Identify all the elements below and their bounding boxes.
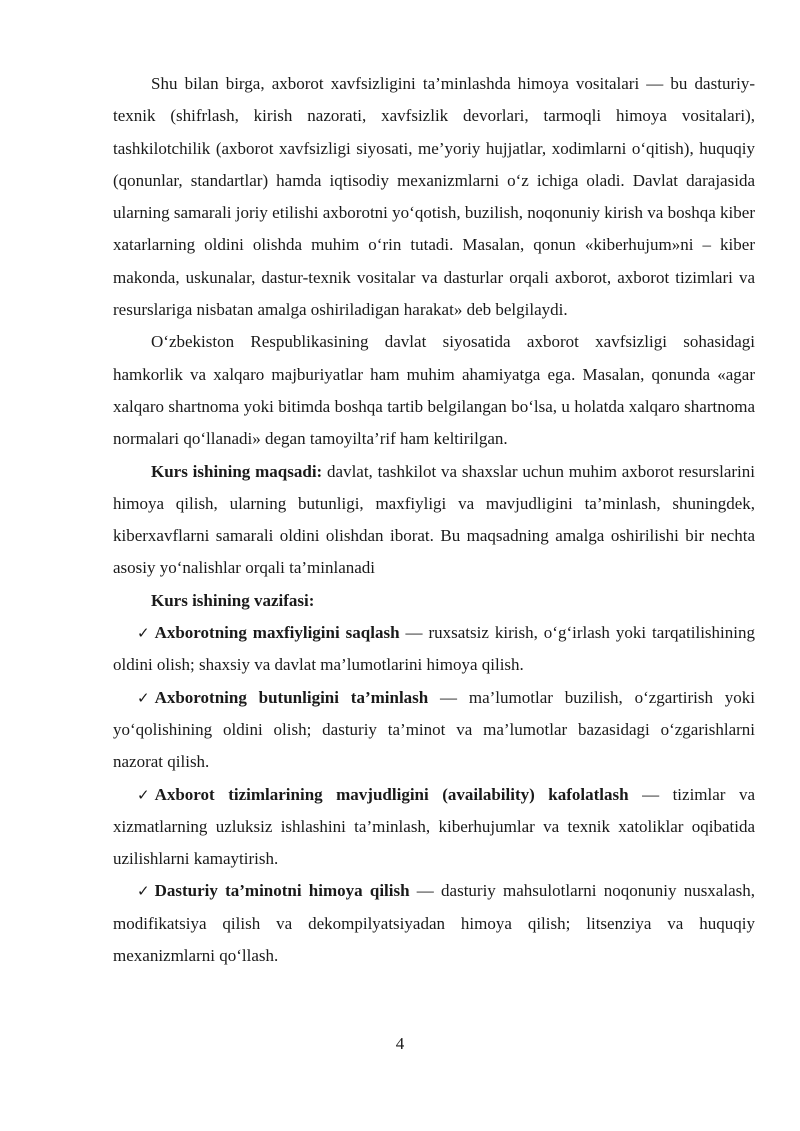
- paragraph-international-cooperation: O‘zbekiston Respublikasining davlat siyosatida axborot xavfsizligi sohasidagi hamkorlik va xalqaro majburiyatlar ham muhim ahamiyatga ega. Masalan, qonunda «agar xalqaro shartnoma yoki bitimda boshqa tartib belgilangan bo‘lsa, u holatda xalqaro shartnoma normalari qo‘llanadi» degan tamoyilta’rif ham keltirilgan.: [113, 332, 755, 449]
- checkmark-icon: ✓: [137, 882, 150, 901]
- page-number: 4: [395, 1034, 405, 1053]
- task-title: Axborot tizimlarining mavjudligini (availability) kafolatlash: [154, 784, 629, 804]
- task-title: Dasturiy ta’minotni himoya qilish: [154, 881, 410, 901]
- goal-text: davlat, tashkilot va shaxslar uchun muhim axborot resurslarini himoya qilish, ularning butunligi, maxfiyligi va mavjudligini ta’minlash, shuningdek, kiberxavflarni samarali oldini olishdan iborat. Bu maqsadning amalga oshirilishi bir nechta asosiy yo‘nalishlar orqali ta’minlanadi: [113, 461, 755, 578]
- checkmark-icon: ✓: [137, 785, 150, 804]
- task-text: — dasturiy mahsulotlarni noqonuniy nusxalash, modifikatsiya qilish va dekompilyatsiyadan himoya qilish; litsenziya va huquqiy mexanizmlarni qo‘llash.: [113, 881, 755, 966]
- tasks-heading: Kurs ishining vazifasi:: [151, 590, 315, 610]
- task-text: — ruxsatsiz kirish, o‘g‘irlash yoki tarqatilishining oldini olish; shaxsiy va davlat ma’lumotlarini himoya qilish.: [113, 623, 755, 675]
- checkmark-icon: ✓: [137, 688, 150, 707]
- task-item-integrity: [113, 682, 755, 779]
- document-body: [113, 68, 755, 972]
- paragraph-protection-means: Shu bilan birga, axborot xavfsizligini ta’minlashda himoya vositalari — bu dasturiy-texnik (shifrlash, kirish nazorati, xavfsizlik devorlari, tarmoqli himoya vositalari), tashkilotchilik (axborot xavfsizligi siyosati, me’yoriy hujjatlar, xodimlarni o‘qitish), huquqiy (qonunlar, standartlar) hamda iqtisodiy mexanizmlarni o‘z ichiga oladi. Davlat darajasida ularning samarali joriy etilishi axborotni yo‘qotish, buzilish, noqonuniy kirish va boshqa kiber xatarlarning oldini olishda muhim o‘rin tutadi. Masalan, qonun «kiberhujum»ni – kiber makonda, uskunalar, dastur-texnik vositalar va dasturlar orqali axborot, axborot tizimlari va resurslariga nisbatan amalga oshiriladigan harakat» deb belgilaydi.: [113, 74, 755, 320]
- paragraph-course-goal: [113, 456, 755, 585]
- task-item-availability: [113, 779, 755, 876]
- goal-label: Kurs ishining maqsadi:: [151, 461, 323, 481]
- checkmark-icon: ✓: [137, 624, 150, 643]
- task-title: Axborotning maxfiyligini saqlash: [154, 623, 400, 643]
- task-item-confidentiality: [113, 617, 755, 682]
- task-item-software-protection: [113, 875, 755, 972]
- task-title: Axborotning butunligini ta’minlash: [154, 687, 429, 707]
- task-text: — tizimlar va xizmatlarning uzluksiz ishlashini ta’minlash, kiberhujumlar va texnik xatoliklar oqibatida uzilishlarni kamaytirish.: [113, 784, 755, 869]
- task-text: — ma’lumotlar buzilish, o‘zgartirish yoki yo‘qolishining oldini olish; dasturiy ta’minot va ma’lumotlar bazasidagi o‘zgarishlarni nazorat qilish.: [113, 687, 755, 772]
